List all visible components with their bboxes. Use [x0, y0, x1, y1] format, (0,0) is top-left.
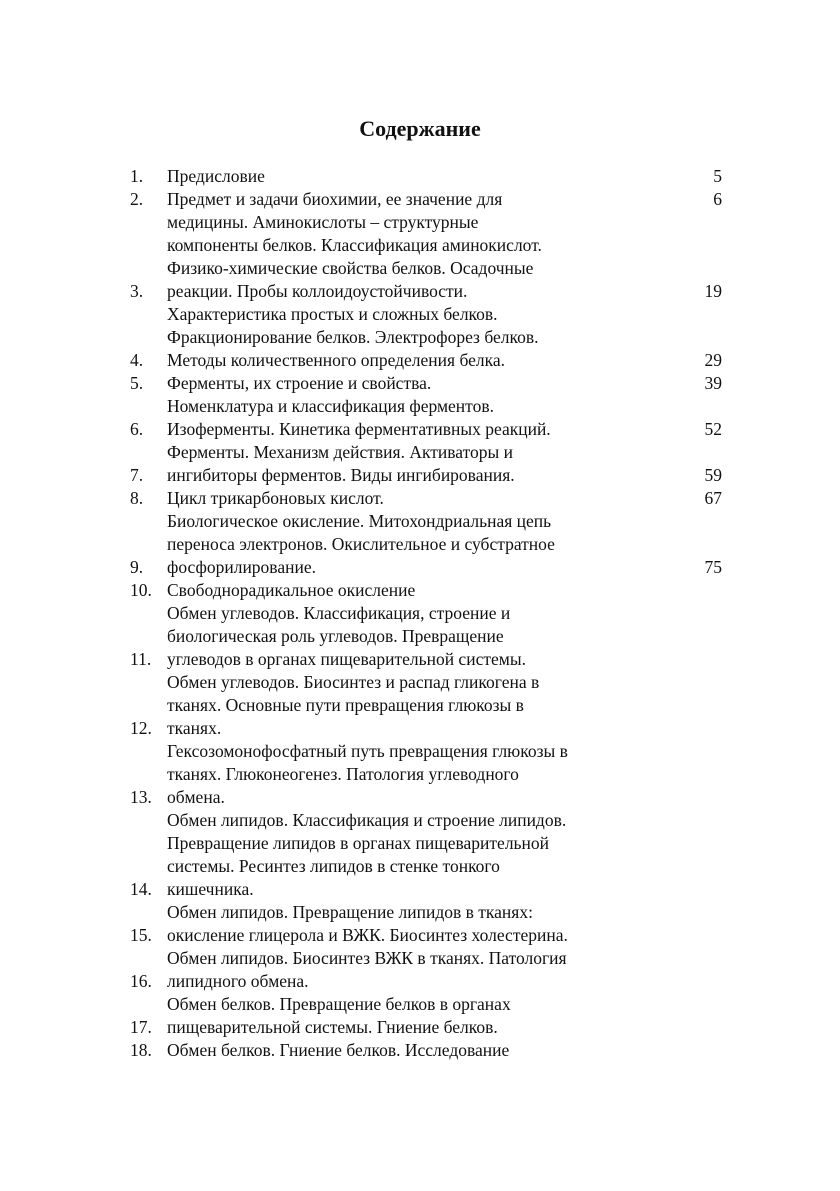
- toc-entry-text: [167, 257, 652, 303]
- toc-entry-line: Обмен липидов. Превращение липидов в тканях:: [167, 902, 533, 922]
- toc-entry-text: [167, 901, 652, 947]
- toc-entry-line: Обмен углеводов. Классификация, строение и: [167, 603, 511, 623]
- toc-entry: [130, 372, 730, 395]
- toc-entry: [130, 395, 730, 441]
- toc-entry-line: Номенклатура и классификация ферментов.: [167, 396, 494, 416]
- toc-entry: [130, 993, 730, 1039]
- toc-entry-line: окисление глицерола и ВЖК. Биосинтез холестерина.: [167, 925, 568, 945]
- toc-entry-line: системы. Ресинтез липидов в стенке тонкого: [167, 856, 500, 876]
- toc-entry-number: 13.: [130, 787, 152, 807]
- toc-entry-line: Ферменты, их строение и свойства.: [167, 373, 432, 393]
- toc-entry-number: 3.: [130, 281, 144, 301]
- toc-entry-text: [167, 395, 652, 441]
- toc-entry-line: ингибиторы ферментов. Виды ингибирования.: [167, 465, 515, 485]
- toc-entry-text: [167, 671, 652, 740]
- toc-entry-number: 2.: [130, 189, 144, 209]
- toc-entry: [130, 1039, 730, 1062]
- toc-entry-number: 8.: [130, 488, 144, 508]
- toc-entry-line: Биологическое окисление. Митохондриальная цепь: [167, 511, 552, 531]
- toc-entry-line: Обмен липидов. Биосинтез ВЖК в тканях. Патология: [167, 948, 567, 968]
- toc-entry-line: пищеварительной системы. Гниение белков.: [167, 1017, 498, 1037]
- toc-entry-line: Обмен углеводов. Биосинтез и распад гликогена в: [167, 672, 540, 692]
- toc-entry-line: Характеристика простых и сложных белков.: [167, 304, 498, 324]
- toc-entry-line: тканях. Глюконеогенез. Патология углеводного: [167, 764, 519, 784]
- toc-entry-line: Обмен белков. Превращение белков в органах: [167, 994, 511, 1014]
- toc-entry-text: [167, 809, 652, 901]
- toc-entry-number: 14.: [130, 879, 152, 899]
- toc-entry-line: углеводов в органах пищеварительной системы.: [167, 649, 526, 669]
- toc-entry-line: Ферменты. Механизм действия. Активаторы и: [167, 442, 514, 462]
- toc-entry-text: [167, 372, 652, 395]
- toc-entry-number: 16.: [130, 971, 152, 991]
- toc-entry-line: реакции. Пробы коллоидоустойчивости.: [167, 281, 468, 301]
- toc-entry-line: Фракционирование белков. Электрофорез белков.: [167, 327, 539, 347]
- toc-entry-page-number: 75: [704, 557, 722, 577]
- toc-entry-number: 6.: [130, 419, 144, 439]
- toc-entry-text: [167, 579, 652, 602]
- toc-entry-line: Предмет и задачи биохимии, ее значение для: [167, 189, 503, 209]
- toc-entry-page-number: 67: [704, 488, 722, 508]
- toc-entry-number: 5.: [130, 373, 144, 393]
- toc-entry-line: фосфорилирование.: [167, 557, 316, 577]
- toc-entry-number: 11.: [130, 649, 152, 669]
- toc-entry-page-number: 39: [704, 373, 722, 393]
- toc-entry-line: Методы количественного определения белка.: [167, 350, 506, 370]
- toc-entry: [130, 809, 730, 901]
- toc-entry-line: липидного обмена.: [167, 971, 309, 991]
- toc-entry-line: Цикл трикарбоновых кислот.: [167, 488, 384, 508]
- toc-entry-page-number: 59: [704, 465, 722, 485]
- toc-entry: [130, 441, 730, 487]
- toc-entry-number: 18.: [130, 1040, 152, 1060]
- toc-entry: [130, 740, 730, 809]
- toc-entry-line: Изоферменты. Кинетика ферментативных реакций.: [167, 419, 551, 439]
- toc-entry-text: [167, 1039, 652, 1062]
- toc-entry-line: Физико-химические свойства белков. Осадочные: [167, 258, 534, 278]
- toc-entry: [130, 602, 730, 671]
- toc-entry-number: 4.: [130, 350, 144, 370]
- toc-entry-text: [167, 487, 652, 510]
- toc-entry-text: [167, 602, 652, 671]
- toc-entry-line: Гексозомонофосфатный путь превращения глюкозы в: [167, 741, 568, 761]
- toc-entry-number: 1.: [130, 166, 144, 186]
- toc-entry-number: 10.: [130, 580, 152, 600]
- toc-entry-line: переноса электронов. Окислительное и субстратное: [167, 534, 555, 554]
- toc-entry-line: обмена.: [167, 787, 225, 807]
- table-of-contents: [130, 165, 730, 1062]
- toc-entry-page-number: 5: [713, 166, 722, 186]
- toc-entry-line: биологическая роль углеводов. Превращение: [167, 626, 504, 646]
- toc-entry-text: [167, 303, 652, 372]
- toc-entry-line: кишечника.: [167, 879, 254, 899]
- toc-entry-text: [167, 740, 652, 809]
- toc-entry-number: 7.: [130, 465, 144, 485]
- toc-entry-number: 9.: [130, 557, 144, 577]
- toc-entry-number: 17.: [130, 1017, 152, 1037]
- toc-entry: [130, 510, 730, 579]
- toc-entry-line: Свободнорадикальное окисление: [167, 580, 416, 600]
- toc-entry-text: [167, 165, 652, 188]
- toc-entry-line: медицины. Аминокислоты – структурные: [167, 212, 479, 232]
- toc-entry: [130, 165, 730, 188]
- toc-entry-line: Предисловие: [167, 166, 265, 186]
- toc-entry: [130, 947, 730, 993]
- page-title: Содержание: [359, 116, 481, 141]
- toc-entry: [130, 188, 730, 257]
- toc-entry-line: тканях.: [167, 718, 222, 738]
- toc-entry-line: Превращение липидов в органах пищеварительной: [167, 833, 550, 853]
- toc-entry-line: Обмен белков. Гниение белков. Исследование: [167, 1040, 510, 1060]
- toc-entry-text: [167, 947, 652, 993]
- toc-entry: [130, 487, 730, 510]
- toc-entry-text: [167, 188, 652, 257]
- toc-entry: [130, 257, 730, 303]
- toc-entry-line: Обмен липидов. Классификация и строение липидов.: [167, 810, 567, 830]
- toc-entry-page-number: 6: [713, 189, 722, 209]
- toc-entry: [130, 303, 730, 372]
- toc-entry-number: 15.: [130, 925, 152, 945]
- toc-entry: [130, 671, 730, 740]
- toc-entry: [130, 579, 730, 602]
- toc-entry-page-number: 29: [704, 350, 722, 370]
- toc-entry-line: тканях. Основные пути превращения глюкозы в: [167, 695, 524, 715]
- toc-entry-page-number: 52: [704, 419, 722, 439]
- toc-entry-page-number: 19: [704, 281, 722, 301]
- toc-entry-line: компоненты белков. Классификация аминокислот.: [167, 235, 542, 255]
- toc-entry-text: [167, 441, 652, 487]
- toc-entry-number: 12.: [130, 718, 152, 738]
- toc-entry: [130, 901, 730, 947]
- toc-entry-text: [167, 993, 652, 1039]
- toc-entry-text: [167, 510, 652, 579]
